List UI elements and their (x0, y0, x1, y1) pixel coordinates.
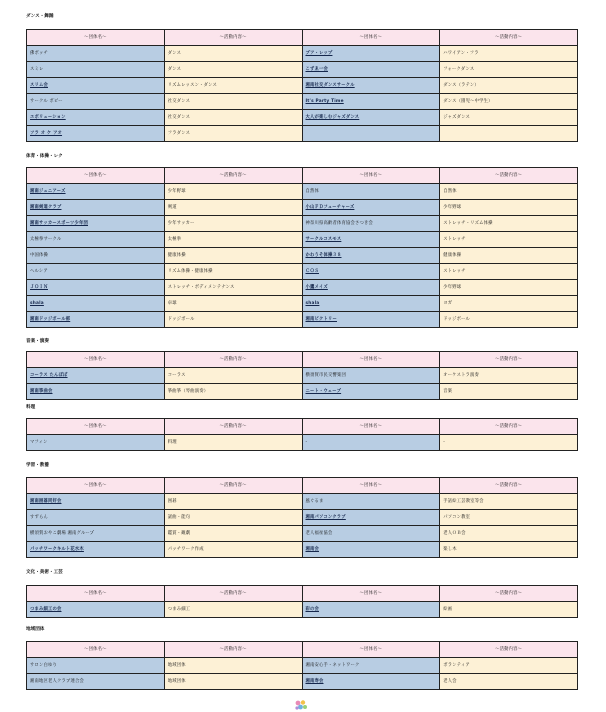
group-activity: ダンス（ラテン） (440, 78, 578, 94)
group-name-link[interactable]: 小鷹メイズ (302, 280, 440, 296)
group-activity: 楽し木 (440, 542, 578, 558)
group-activity: 少年野球 (440, 200, 578, 216)
header-activity: ～活動内容～ (440, 586, 578, 602)
group-name-link[interactable]: shala (302, 296, 440, 312)
group-name-link[interactable]: ＣＯＳ (302, 264, 440, 280)
group-name-link[interactable]: 湘南会 (302, 542, 440, 558)
group-activity: パッチワーク作成 (164, 542, 302, 558)
table-row (27, 368, 578, 384)
group-activity: オーケストラ演奏 (440, 368, 578, 384)
group-name-link[interactable]: 彩の会 (302, 602, 440, 618)
group-name-link[interactable]: 湘南囲碁同好会 (27, 494, 165, 510)
table-header-row (27, 168, 578, 184)
group-activity: 卓球 (164, 296, 302, 312)
group-name-link[interactable]: 湘南社交ダンスサークル (302, 78, 440, 94)
table-row (27, 126, 578, 142)
table-header-row (27, 478, 578, 494)
table-row (27, 494, 578, 510)
table-header-row (27, 30, 578, 46)
header-activity: ～活動内容～ (164, 168, 302, 184)
section-table (26, 167, 578, 328)
group-activity: ストレッチ・ボディメンテナンス (164, 280, 302, 296)
group-activity: 地域団体 (164, 674, 302, 690)
table-row (27, 674, 578, 690)
group-name: 横須賀市民交響楽団 (302, 368, 440, 384)
group-name: ヘルシア (27, 264, 165, 280)
table-row (27, 216, 578, 232)
group-activity: ドッジボール (164, 312, 302, 328)
header-activity: ～活動内容～ (164, 586, 302, 602)
group-activity: ダンス (164, 46, 302, 62)
group-activity: 少年サッカー (164, 216, 302, 232)
group-name-link[interactable]: It's Party Time (302, 94, 440, 110)
table-header-row (27, 586, 578, 602)
section-title: 音楽・演奏 (26, 339, 49, 344)
header-activity: ～活動内容～ (164, 352, 302, 368)
group-name-link[interactable]: こずゑ一会 (302, 62, 440, 78)
group-name-link[interactable]: フラ オ ケ アオ (27, 126, 165, 142)
header-group-name: ～団体名～ (302, 168, 440, 184)
group-activity: 少年野球 (164, 184, 302, 200)
table-header-row (27, 352, 578, 368)
table-row (27, 435, 578, 451)
group-activity: ハワイアン・フラ (440, 46, 578, 62)
group-name: スミレ (27, 62, 165, 78)
table-row (27, 62, 578, 78)
group-name: 風ぐるま (302, 494, 440, 510)
group-activity: 老人会 (440, 674, 578, 690)
section-table (26, 418, 578, 451)
group-name-link[interactable]: つまみ細工の会 (27, 602, 165, 618)
group-name-link[interactable]: 湘南寿会 (302, 674, 440, 690)
header-activity: ～活動内容～ (440, 478, 578, 494)
group-name-link[interactable]: 大人が楽しむジャズダンス (302, 110, 440, 126)
table-header-row (27, 419, 578, 435)
group-activity: 健康体操 (440, 248, 578, 264)
section-table (26, 29, 578, 142)
group-activity: 自然体 (440, 184, 578, 200)
group-activity: - (440, 435, 578, 451)
group-name: 老人福祉協会 (302, 526, 440, 542)
table-row (27, 78, 578, 94)
group-activity: 社交ダンス (164, 94, 302, 110)
group-name-link[interactable]: 小山ＦＤフューチャーズ (302, 200, 440, 216)
header-group-name: ～団体名～ (302, 642, 440, 658)
group-activity: 地域団体 (164, 658, 302, 674)
group-activity: リズムレッスン・ダンス (164, 78, 302, 94)
table-row (27, 200, 578, 216)
table-row (27, 110, 578, 126)
header-activity: ～活動内容～ (440, 30, 578, 46)
table-row (27, 658, 578, 674)
group-name: 太極拳サークル (27, 232, 165, 248)
table-header-row (27, 642, 578, 658)
table-row (27, 296, 578, 312)
group-name-link[interactable]: サークルコスモス (302, 232, 440, 248)
section-table (26, 351, 578, 400)
group-name: 中国体操 (27, 248, 165, 264)
header-group-name: ～団体名～ (27, 478, 165, 494)
group-name-link[interactable]: 湘南サッカースポーツ少年団 (27, 216, 165, 232)
header-activity: ～活動内容～ (164, 30, 302, 46)
group-name-link[interactable]: コーラス たんぽぽ (27, 368, 165, 384)
group-name: 神奈川県高齢者体育協会さつき会 (302, 216, 440, 232)
header-group-name: ～団体名～ (27, 586, 165, 602)
group-activity: パソコン教室 (440, 510, 578, 526)
table-row (27, 248, 578, 264)
group-activity: ストレッチ (440, 232, 578, 248)
table-row (27, 184, 578, 200)
group-name: サロン白ゆり (27, 658, 165, 674)
group-activity: 剣道 (164, 200, 302, 216)
group-name-link[interactable]: ブア・レップ (302, 46, 440, 62)
header-group-name: ～団体名～ (27, 352, 165, 368)
table-row (27, 384, 578, 400)
group-activity: 老人ＯＢ会 (440, 526, 578, 542)
group-activity: 社交ダンス (164, 110, 302, 126)
group-activity: リズム体操・健康体操 (164, 264, 302, 280)
section-table (26, 477, 578, 558)
group-name-link[interactable]: 湘南ビクトリー (302, 312, 440, 328)
group-activity: 料理 (164, 435, 302, 451)
header-group-name: ～団体名～ (302, 352, 440, 368)
group-activity: 音楽 (440, 384, 578, 400)
group-activity: ストレッチ (440, 264, 578, 280)
header-group-name: ～団体名～ (27, 642, 165, 658)
header-activity: ～活動内容～ (164, 419, 302, 435)
group-name: 自然体 (302, 184, 440, 200)
group-name: すずらん (27, 510, 165, 526)
flower-logo-icon (294, 699, 308, 711)
group-activity: ダンス (164, 62, 302, 78)
header-group-name: ～団体名～ (27, 30, 165, 46)
header-activity: ～活動内容～ (440, 168, 578, 184)
header-group-name: ～団体名～ (302, 419, 440, 435)
group-name-link[interactable]: ＪＯＩＮ (27, 280, 165, 296)
header-group-name: ～団体名～ (302, 30, 440, 46)
group-activity: つまみ細工 (164, 602, 302, 618)
group-name-link[interactable]: shala (27, 296, 165, 312)
header-activity: ～活動内容～ (440, 352, 578, 368)
table-row (27, 94, 578, 110)
header-activity: ～活動内容～ (164, 642, 302, 658)
section-title: 料理 (26, 405, 36, 410)
group-name: 佛ボッチ (27, 46, 165, 62)
group-activity: 手話絵工芸教室等会 (440, 494, 578, 510)
section-title: 地域団体 (26, 627, 45, 632)
table-row (27, 280, 578, 296)
group-name: 湘南安心手・ネットワーク (302, 658, 440, 674)
group-activity: 箏曲箏（琴曲演奏） (164, 384, 302, 400)
table-row (27, 526, 578, 542)
group-name-link[interactable]: かわうそ体操３８ (302, 248, 440, 264)
group-name-link[interactable]: 湘南箏曲会 (27, 384, 165, 400)
group-name-link[interactable]: エボリューション (27, 110, 165, 126)
group-activity (440, 126, 578, 142)
group-activity: ボランティア (440, 658, 578, 674)
section-table (26, 585, 578, 618)
header-group-name: ～団体名～ (27, 419, 165, 435)
group-activity: コーラス (164, 368, 302, 384)
section-title: 文化・美術・工芸 (26, 570, 63, 575)
section-title: ダンス・舞踊 (26, 14, 54, 19)
table-row (27, 510, 578, 526)
group-name: 横須賀おやこ劇場 湘南グループ (27, 526, 165, 542)
group-activity: 謡曲・能句 (164, 510, 302, 526)
group-name-link[interactable]: 湘南ドッジボール部 (27, 312, 165, 328)
group-name-link[interactable]: ニート・ウェーブ (302, 384, 440, 400)
group-name-link[interactable]: パッチワークキルト花水木 (27, 542, 165, 558)
table-row (27, 232, 578, 248)
group-name: サークル ポピー (27, 94, 165, 110)
group-activity: ストレッチ・リズム体操 (440, 216, 578, 232)
group-name (302, 126, 440, 142)
group-name-link[interactable]: 湘南剣道クラブ (27, 200, 165, 216)
header-activity: ～活動内容～ (440, 642, 578, 658)
section-table (26, 641, 578, 690)
group-name-link[interactable]: スリム会 (27, 78, 165, 94)
group-name: - (302, 435, 440, 451)
group-name: 湘南地区老人クラブ連合会 (27, 674, 165, 690)
group-activity: 少年野球 (440, 280, 578, 296)
section-title: 体育・体操・レク (26, 154, 63, 159)
table-row (27, 46, 578, 62)
header-group-name: ～団体名～ (27, 168, 165, 184)
group-activity: 健康体操 (164, 248, 302, 264)
header-activity: ～活動内容～ (164, 478, 302, 494)
group-activity: ドッジボール (440, 312, 578, 328)
group-name: マフィン (27, 435, 165, 451)
group-activity: ジャズダンス (440, 110, 578, 126)
header-group-name: ～団体名～ (302, 586, 440, 602)
table-row (27, 264, 578, 280)
table-row (27, 542, 578, 558)
header-group-name: ～団体名～ (302, 478, 440, 494)
table-row (27, 602, 578, 618)
table-row (27, 312, 578, 328)
group-name-link[interactable]: 湘南パソコンクラブ (302, 510, 440, 526)
group-activity: 絵画 (440, 602, 578, 618)
group-activity: 鑑賞・観劇 (164, 526, 302, 542)
group-activity: ヨガ (440, 296, 578, 312)
group-activity: 囲碁 (164, 494, 302, 510)
group-activity: ダンス（園児～中学生） (440, 94, 578, 110)
group-activity: フォークダンス (440, 62, 578, 78)
section-title: 学習・教養 (26, 463, 49, 468)
group-name-link[interactable]: 湘南ジュニアーズ (27, 184, 165, 200)
group-activity: フラダンス (164, 126, 302, 142)
header-activity: ～活動内容～ (440, 419, 578, 435)
group-activity: 太極拳 (164, 232, 302, 248)
